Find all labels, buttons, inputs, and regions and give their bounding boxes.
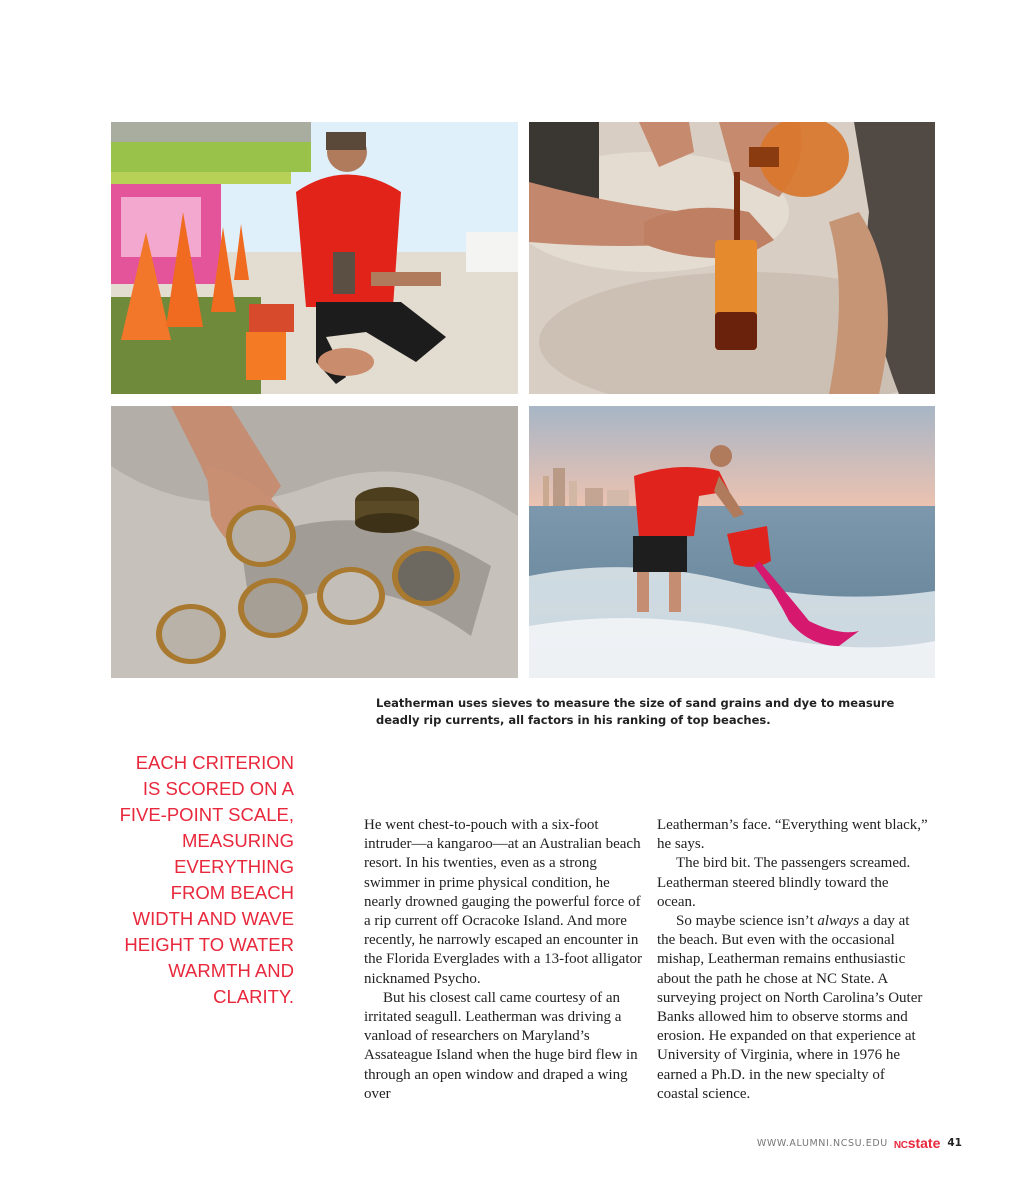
photo-dye-in-ocean [529,406,935,678]
article-column-1 [364,816,644,1104]
photo-sieves-in-sand [111,406,518,678]
paragraph: Leatherman’s face. “Everything went black,” he says. [657,817,928,853]
photo-pouring-sample [529,122,935,394]
article-column-2 [657,816,929,1104]
paragraph: The bird bit. The passengers screamed. Leatherman steered blindly toward the ocean. [657,855,911,910]
paragraph-text: a day at the beach. But even with the occasional mishap, Leatherman remains enthusiastic about the path he chose at NC State. A surveying project on North Carolina’s Outer Banks allowed him to observe storms and erosion. He expanded on that experience at University of Virginia, where in 1976 he earned a Ph.D. in the new specialty of coastal science. [657,913,923,1102]
footer-url-link[interactable]: WWW.ALUMNI.NCSU.EDU [756,1137,888,1149]
logo-nc-text: NC [893,1140,908,1152]
logo-state-text: state [907,1135,941,1152]
emphasis-text: always [817,913,860,930]
page-footer [700,1134,962,1152]
pull-quote: EACH CRITERION IS SCORED ON A FIVE-POINT SCALE, MEASURING EVERYTHING FROM BEACH WIDTH AND WAVE HEIGHT TO WATER WARMTH AND CLARITY. [119,752,294,1007]
page-number: 41 [947,1137,962,1150]
ncstate-logo [894,1135,941,1151]
paragraph: But his closest call came courtesy of an irritated seagull. Leatherman was driving a vanload of researchers on Maryland’s Assateague Island when the huge bird flew in through an open window and draped a wing over [364,989,638,1102]
paragraph: He went chest-to-pouch with a six-foot intruder—a kangaroo—at an Australian beach resort. In his twenties, even as a strong swimmer in prime physical condition, he nearly drowned gauging the powerful force of a rip current off Ocracoke Island. And more recently, he narrowly escaped an encounter in the Florida Everglades with a 13-foot alligator nicknamed Psycho. [364,817,642,987]
photo-lifeguard-stand [111,122,518,394]
paragraph [657,912,929,1104]
photo-caption: Leatherman uses sieves to measure the size of sand grains and dye to measure deadly rip currents, all factors in his ranking of top beaches. [376,696,895,727]
paragraph-text: So maybe science isn’t [676,913,818,930]
